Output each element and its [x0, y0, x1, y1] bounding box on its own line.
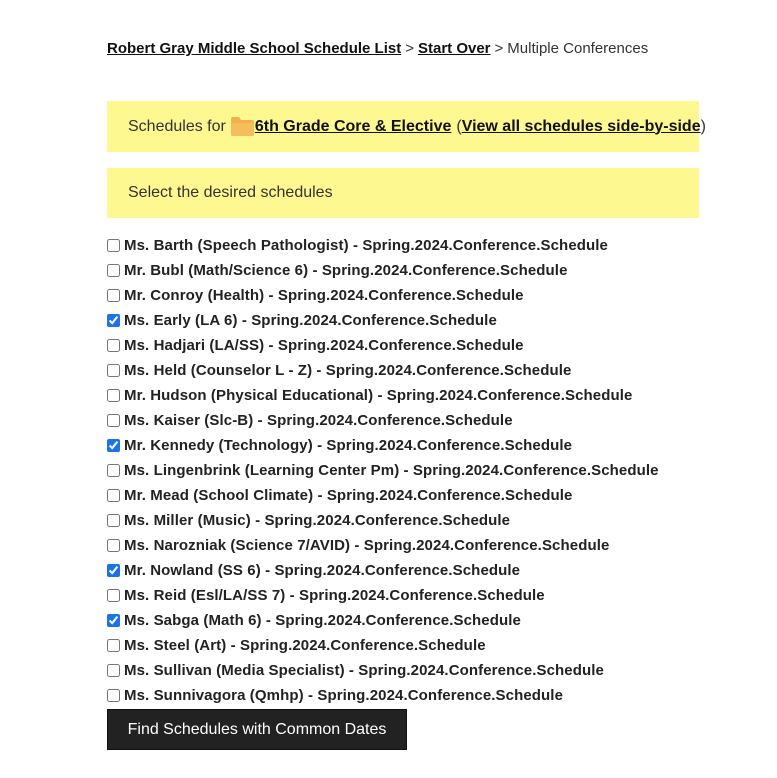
- schedule-row: [107, 608, 659, 633]
- schedule-label[interactable]: Ms. Hadjari (LA/SS) - Spring.2024.Conference.Schedule: [124, 337, 524, 354]
- schedule-checkbox[interactable]: [107, 264, 120, 277]
- schedule-row: [107, 358, 659, 383]
- folder-icon: [231, 117, 254, 136]
- schedules-banner: [107, 101, 706, 152]
- schedule-label[interactable]: Mr. Nowland (SS 6) - Spring.2024.Conference.Schedule: [124, 562, 521, 579]
- folder-link[interactable]: 6th Grade Core & Elective: [254, 117, 452, 135]
- schedule-checklist: [107, 233, 659, 708]
- find-common-dates-button[interactable]: Find Schedules with Common Dates: [107, 709, 407, 750]
- schedule-label[interactable]: Ms. Lingenbrink (Learning Center Pm) - Spring.2024.Conference.Schedule: [124, 462, 659, 479]
- schedule-row: [107, 533, 659, 558]
- schedule-label[interactable]: Ms. Steel (Art) - Spring.2024.Conference.Schedule: [124, 637, 486, 654]
- schedule-checkbox[interactable]: [107, 414, 120, 427]
- breadcrumb-home-link[interactable]: Robert Gray Middle School Schedule List: [107, 40, 402, 57]
- schedule-label[interactable]: Ms. Barth (Speech Pathologist) - Spring.2024.Conference.Schedule: [124, 237, 608, 254]
- schedule-row: [107, 633, 659, 658]
- schedule-row: [107, 508, 659, 533]
- schedule-label[interactable]: Ms. Sunnivagora (Qmhp) - Spring.2024.Conference.Schedule: [124, 687, 564, 704]
- schedule-label[interactable]: Mr. Bubl (Math/Science 6) - Spring.2024.Conference.Schedule: [124, 262, 568, 279]
- schedule-row: [107, 583, 659, 608]
- schedule-row: [107, 333, 659, 358]
- schedules-banner-prefix: Schedules for: [128, 117, 226, 135]
- open-paren: (: [456, 117, 462, 135]
- schedule-label[interactable]: Ms. Early (LA 6) - Spring.2024.Conference.Schedule: [124, 312, 497, 329]
- breadcrumb-current: Multiple Conferences: [507, 40, 649, 57]
- schedule-checkbox[interactable]: [107, 664, 120, 677]
- schedule-row: [107, 683, 659, 708]
- schedule-checkbox[interactable]: [107, 239, 120, 252]
- breadcrumb: [107, 39, 648, 59]
- breadcrumb-separator: >: [405, 40, 414, 57]
- schedule-row: [107, 433, 659, 458]
- schedule-label[interactable]: Mr. Kennedy (Technology) - Spring.2024.Conference.Schedule: [124, 437, 573, 454]
- select-banner-text: Select the desired schedules: [128, 184, 333, 201]
- schedule-checkbox[interactable]: [107, 364, 120, 377]
- schedule-label[interactable]: Ms. Held (Counselor L - Z) - Spring.2024.Conference.Schedule: [124, 362, 572, 379]
- schedule-row: [107, 383, 659, 408]
- close-paren: ): [700, 117, 706, 135]
- schedule-label[interactable]: Ms. Reid (Esl/LA/SS 7) - Spring.2024.Conference.Schedule: [124, 587, 545, 604]
- schedule-checkbox[interactable]: [107, 539, 120, 552]
- schedule-checkbox[interactable]: [107, 614, 120, 627]
- schedule-checkbox[interactable]: [107, 464, 120, 477]
- schedule-row: [107, 233, 659, 258]
- schedule-row: [107, 258, 659, 283]
- breadcrumb-start-over-link[interactable]: Start Over: [417, 40, 491, 57]
- schedule-checkbox[interactable]: [107, 489, 120, 502]
- schedule-checkbox[interactable]: [107, 564, 120, 577]
- schedule-checkbox[interactable]: [107, 639, 120, 652]
- breadcrumb-separator: >: [494, 40, 504, 57]
- schedule-row: [107, 308, 659, 333]
- schedule-label[interactable]: Mr. Conroy (Health) - Spring.2024.Conference.Schedule: [124, 287, 524, 304]
- schedule-checkbox[interactable]: [107, 289, 120, 302]
- view-side-by-side-link[interactable]: View all schedules side-by-side: [461, 117, 701, 135]
- schedule-row: [107, 483, 659, 508]
- schedule-label[interactable]: Ms. Kaiser (Slc-B) - Spring.2024.Conference.Schedule: [124, 412, 513, 429]
- schedule-row: [107, 458, 659, 483]
- schedule-label[interactable]: Ms. Narozniak (Science 7/AVID) - Spring.2024.Conference.Schedule: [124, 537, 610, 554]
- schedule-checkbox[interactable]: [107, 389, 120, 402]
- schedule-checkbox[interactable]: [107, 439, 120, 452]
- schedule-checkbox[interactable]: [107, 514, 120, 527]
- schedule-checkbox[interactable]: [107, 589, 120, 602]
- select-banner: [107, 168, 699, 218]
- schedule-checkbox[interactable]: [107, 339, 120, 352]
- schedule-row: [107, 658, 659, 683]
- schedule-checkbox[interactable]: [107, 314, 120, 327]
- schedule-label[interactable]: Mr. Hudson (Physical Educational) - Spring.2024.Conference.Schedule: [124, 387, 633, 404]
- schedule-label[interactable]: Ms. Miller (Music) - Spring.2024.Conference.Schedule: [124, 512, 511, 529]
- schedule-label[interactable]: Mr. Mead (School Climate) - Spring.2024.Conference.Schedule: [124, 487, 573, 504]
- schedule-label[interactable]: Ms. Sabga (Math 6) - Spring.2024.Conference.Schedule: [124, 612, 521, 629]
- schedule-row: [107, 558, 659, 583]
- schedule-row: [107, 283, 659, 308]
- schedule-label[interactable]: Ms. Sullivan (Media Specialist) - Spring.2024.Conference.Schedule: [124, 662, 604, 679]
- schedule-checkbox[interactable]: [107, 689, 120, 702]
- schedule-row: [107, 408, 659, 433]
